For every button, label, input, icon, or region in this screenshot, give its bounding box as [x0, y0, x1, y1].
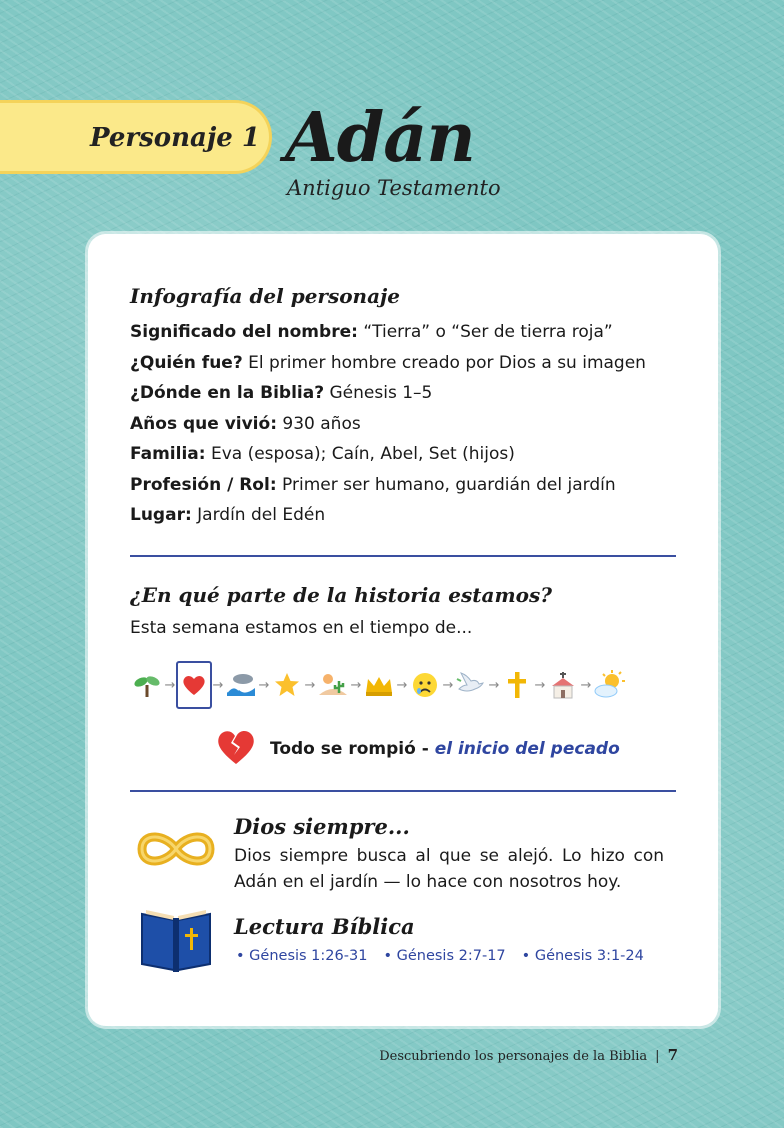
flood-wave-icon — [224, 668, 258, 702]
arrow-icon: → — [534, 677, 546, 693]
historia-intro: Esta semana estamos en el tiempo de... — [130, 618, 473, 638]
fact-row — [130, 322, 646, 353]
church-icon — [546, 668, 580, 702]
fact-label: Familia: — [130, 444, 206, 464]
lectura-title: Lectura Bíblica — [234, 914, 415, 939]
status-highlight: el inicio del pecado — [434, 739, 620, 759]
fact-value: Eva (esposa); Caín, Abel, Set (hijos) — [210, 444, 515, 464]
seedling-icon — [130, 668, 164, 702]
broken-heart-icon — [214, 727, 258, 771]
historia-title: ¿En qué parte de la historia estamos? — [130, 583, 552, 607]
page-footer — [379, 1046, 678, 1064]
dios-siempre-title: Dios siempre... — [234, 814, 410, 839]
fact-row — [130, 414, 646, 445]
footer-separator: | — [655, 1049, 660, 1064]
star-icon — [270, 668, 304, 702]
fact-value: Jardín del Edén — [197, 505, 326, 525]
fact-value: El primer hombre creado por Dios a su imagen — [248, 352, 646, 373]
crying-face-icon — [408, 668, 442, 702]
fact-label: ¿Quién fue? — [130, 352, 243, 373]
bible-reference: • Génesis 1:26-31 — [236, 948, 367, 964]
arrow-icon: → — [580, 677, 592, 693]
fact-label: Profesión / Rol: — [130, 474, 277, 495]
section-divider — [130, 790, 676, 792]
dove-icon — [454, 668, 488, 702]
bible-references — [236, 948, 644, 964]
status-prefix: Todo se rompió - — [270, 739, 435, 759]
fact-value: Génesis 1–5 — [329, 383, 433, 403]
fact-label: ¿Dónde en la Biblia? — [130, 383, 325, 403]
current-era-status — [214, 727, 620, 771]
arrow-icon: → — [304, 677, 316, 693]
fact-value: Primer ser humano, guardián del jardín — [282, 474, 616, 495]
bible-reference: • Génesis 2:7-17 — [383, 948, 505, 964]
page-subtitle: Antiguo Testamento — [287, 176, 501, 200]
badge-label: Personaje 1 — [90, 123, 260, 153]
book-title: Descubriendo los personajes de la Biblia — [379, 1049, 648, 1064]
fact-row — [130, 505, 646, 536]
fact-value: “Tierra” o “Ser de tierra roja” — [363, 322, 613, 342]
arrow-icon: → — [442, 677, 454, 693]
arrow-icon: → — [488, 677, 500, 693]
dios-siempre-text: Dios siempre busca al que se alejó. Lo hizo con Adán en el jardín — lo hace con nosotros hoy. — [234, 846, 664, 892]
page-number: 7 — [667, 1046, 678, 1064]
crown-icon — [362, 668, 396, 702]
sun-cloud-icon — [592, 668, 626, 702]
arrow-icon: → — [212, 677, 224, 693]
fact-label: Lugar: — [130, 505, 192, 525]
cross-icon — [500, 668, 534, 702]
fact-list — [130, 322, 646, 536]
fact-label: Significado del nombre: — [130, 322, 358, 342]
character-badge — [0, 100, 272, 174]
bible-book-icon — [140, 906, 212, 978]
bible-reference: • Génesis 3:1-24 — [522, 948, 644, 964]
arrow-icon: → — [164, 677, 176, 693]
fact-value: 930 años — [282, 413, 361, 434]
story-timeline — [130, 660, 670, 710]
fact-label: Años que vivió: — [130, 413, 277, 434]
fact-row — [130, 353, 646, 384]
fact-row — [130, 383, 646, 414]
heart-icon — [176, 661, 212, 709]
infinity-icon — [134, 826, 218, 876]
page-title: Adán — [285, 98, 475, 178]
arrow-icon: → — [350, 677, 362, 693]
section-divider — [130, 555, 676, 557]
fact-row — [130, 475, 646, 506]
fact-row — [130, 444, 646, 475]
arrow-icon: → — [396, 677, 408, 693]
arrow-icon: → — [258, 677, 270, 693]
infografia-title: Infografía del personaje — [130, 284, 401, 308]
desert-plant-icon — [316, 668, 350, 702]
